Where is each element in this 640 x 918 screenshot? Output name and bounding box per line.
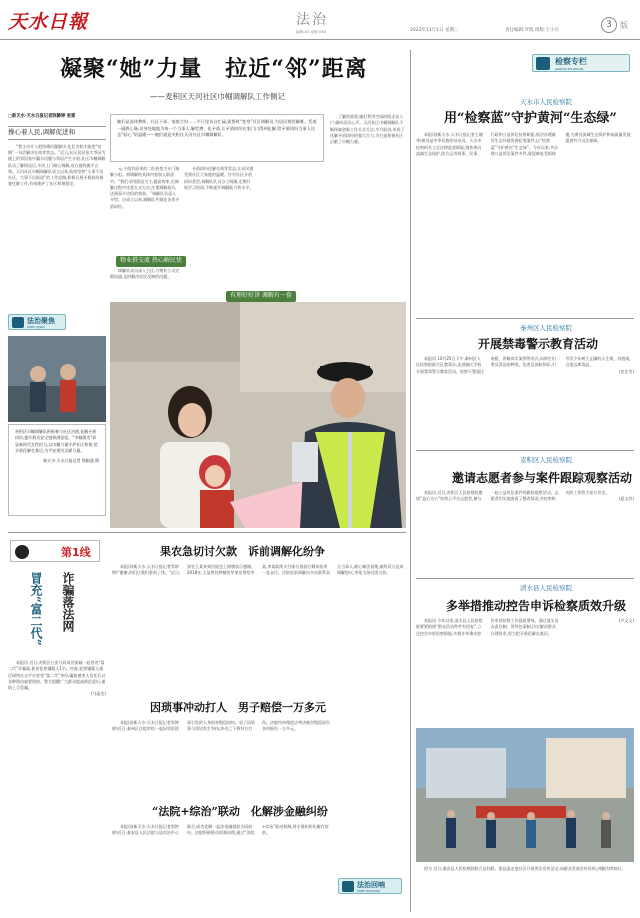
r4-paragraph: 本报讯 今年以来,清水县人民检察院紧紧围绕“群众信访件件有回复”,立足控告申诉检察职能,多措并举推动控告申诉检察工作提质增效。通过落实首办责任制、领导包案制,切实解决群众合理诉求,努力把矛盾化解在基层。 xyxy=(416,618,559,636)
horizontal-divider xyxy=(8,532,406,533)
subtitle-banner-2: 有理好好讲 调解有一套 xyxy=(226,291,296,302)
column-3-paragraph: 矛盾纠纷化解在萌芽状态,让居民感受到社区大家庭的温暖。针对社区矛盾纠纷类型,调解队队员分工明确,定期开展学习培训,不断提升调解能力和水平。 xyxy=(184,166,254,190)
subtitle-banner-1: 物业搭交流 热心解民忧 xyxy=(116,256,186,267)
fazhi-huixiang-label: 法治回响 xyxy=(357,881,385,889)
scales-icon xyxy=(536,57,550,70)
story2-text xyxy=(112,720,406,798)
fraud-story-paragraph: 本报讯 近日,麦积区公安分局成功侦破一起冒充“富二代”诈骗案,抓获犯罪嫌疑人1名。经查,犯罪嫌疑人通过网络社交平台冒充“富二代”身份,骗取被害人信任后以各种理由索要钱财。警方提醒广大群众提高防范意识,谨防上当受骗。 xyxy=(8,660,106,691)
story1-paragraph: 本报讯(新天水·天水日报记者窦婷婷)“谢谢,你们让我们拿到了钱。”近日,果农王某来到法院送上锦旗表示感谢。2018年,王某将其种植的苹果出售给李某,李某陆续支付部分货款后剩余款项一直未付。法院诉前调解员多次联系双方当事人,耐心释法说理,最终双方达成调解协议,李某当场付清欠款。 xyxy=(112,564,404,576)
r3-paragraph: 本报讯 近日,麦积区人民检察院邀请“益心为公”检察云平台志愿者,参与一起公益诉讼案件的跟踪观察活动。志愿者们实地查看了整改情况,对检察机关的工作给予充分肯定。 xyxy=(416,490,610,502)
fazhi-huixiang-pinyin: FAZHI HUIXIANG xyxy=(357,889,380,893)
r-divider-1 xyxy=(416,318,634,319)
r1-text xyxy=(416,132,634,312)
photo-caption-text: 图为 近日,秦安县人民检察院联合县妇联、团县委走进社区开展普法宣传活动,向群众发放宣传资料,讲解法律知识。 xyxy=(424,866,626,871)
section-title: 法治 xyxy=(296,12,328,28)
story2-paragraph: 本报讯(新天水·天水日报记者窦婷婷)近日,秦州区法院审结一起因邻里琐事引发的人身损害赔偿纠纷。男子因琐事与邻居发生争执,冲动之下将对方打伤。法院经审理依法判决被告赔偿原告各项损失一万多元。 xyxy=(112,720,330,732)
intro-box xyxy=(110,114,324,162)
jiancha-label: 检察专栏 xyxy=(555,57,587,66)
jiancha-pinyin: JIANCHA ZHUANLAN xyxy=(555,67,584,71)
fazhi-jujiao-pinyin: FAZHI JUJIAO xyxy=(27,325,45,329)
story3-title: “法院+综治”联动 化解涉金融纠纷 xyxy=(152,805,328,818)
r3-title: 邀请志愿者参与案件跟踪观察活动 xyxy=(452,471,633,485)
story-byline: □新天水·天水日报记者陈静婷 张雷 xyxy=(8,114,76,119)
r4-title: 多举措推动控告申诉检察质效升级 xyxy=(446,599,627,613)
column-2-text xyxy=(110,166,180,252)
left-column-text xyxy=(8,144,106,304)
r-divider-3 xyxy=(416,578,634,579)
main-headline: 凝聚“她”力量 拉近“邻”距离 xyxy=(60,56,368,82)
fazhi-huixiang-logo xyxy=(338,878,402,894)
fazhi-jujiao-logo xyxy=(8,314,66,330)
fraud-story-byline: (马晶龙) xyxy=(90,691,106,697)
r4-agency: 清水县人民检察院 xyxy=(520,584,572,592)
story3-text xyxy=(112,824,406,912)
section-divider xyxy=(410,50,411,912)
masthead xyxy=(0,0,640,40)
story1-text xyxy=(112,564,406,676)
diyixian-panel xyxy=(10,540,100,562)
r4-byline: (卢文文) xyxy=(618,618,634,623)
mediation-photo xyxy=(110,302,406,528)
page-edition: 版 xyxy=(620,21,628,30)
section-subtitle-1: 操心着人民,调解促进和 xyxy=(8,126,106,139)
r3-byline: (夏文苏) xyxy=(618,496,634,502)
r1-agency: 天水市人民检察院 xyxy=(520,98,572,106)
r4-text xyxy=(416,618,634,722)
jiancha-logo xyxy=(532,54,630,72)
procuratorate-photo xyxy=(416,728,634,862)
newspaper-logo: 天水日報 xyxy=(8,11,89,33)
main-subheadline: ——麦积区天河社区巾帼调解队工作侧记 xyxy=(150,92,285,101)
column-4-text xyxy=(330,114,406,302)
r-divider-2 xyxy=(416,450,634,451)
intro-text: 她们是退休教师、社区干部、家庭主妇……平日里各自忙碌,需要时“变身”社区调解员,为居民排忧解难。凭着一副热心肠,设身处地地为每一个当事人,解疙瘩、化矛盾,让矛盾纠纷在家门口得到化解,给矛盾纠纷当事人送去“贴心”的温暖——她们就是麦积区天河社区巾帼调解队。 xyxy=(117,119,317,137)
r2-byline: (史艺芙) xyxy=(618,368,634,374)
r2-paragraph: 本报讯 10月25日下午,秦州区人民检察院联合区禁毒办,走进辖区学校开展禁毒警示教育活动。检察干警通过展板、讲解真实案例等形式,向师生们普及毒品的种类、危害及预防知识,引导青少年树立正确的人生观、价值观,自觉远离毒品。 xyxy=(416,356,631,374)
page-number: 3 xyxy=(601,17,617,33)
panel-icon xyxy=(15,545,29,559)
editor-credit: 责任编辑:罗瑞 组版:王小兵 xyxy=(505,28,559,33)
r3-text xyxy=(416,490,634,574)
left-photo xyxy=(8,336,106,422)
left-column xyxy=(8,114,106,304)
column-4-paragraph: 了解的需要,她们利用空闲时间走访入户,倾听居民心声。天河社区巾帼调解队不断探索创新工作方式方法,多方联动,形成了化解矛盾纠纷的强大合力,为打造和谐社区贡献了巾帼力量。 xyxy=(330,114,405,145)
speaker-icon xyxy=(342,881,354,892)
r1-paragraph: 本报讯(新天水·天水日报记者王晓华)黄河是中华民族的母亲河。天水市检察机关立足法律监督职能,聚焦黄河流域生态保护,综合运用刑事、民事、行政和公益诉讼检察职能,依法办理破坏生态环境资源犯罪案件,以“检察蓝”守护黄河“生态绿”。今年以来,共办理公益诉讼案件多件,督促修复受损林地,为黄河流域生态保护和高质量发展提供有力司法保障。 xyxy=(416,132,631,156)
fazhi-jujiao-byline: 新天水·天水日报记者 徐颖通 摄 xyxy=(43,458,99,464)
story2-title: 因琐事冲动打人 男子赔偿一万多元 xyxy=(150,701,326,714)
fazhi-jujiao-text: 麦积区巾帼调解队积极参与社区治理,化解矛盾纠纷,提升群众安全感和满意度。“巾帼建功”彰显新时代女性担当,以巾帼力量守护社区和谐,把矛盾化解在基层,为平安建设贡献力量。 xyxy=(15,429,98,453)
r1-title: 用“检察蓝”守护黄河“生态绿” xyxy=(444,111,617,126)
story3-paragraph: 本报讯(新天水·天水日报记者窦婷婷)近日,秦安县人民法院与县综治中心联合,成功化解一起涉金融借款合同纠纷。法院积极推动诉源治理,通过“法院+综治”联动机制,将矛盾纠纷化解在诉前。 xyxy=(112,824,329,836)
column-2-lower-paragraph: 调解队成员深入小区,与物业公司定期沟通,及时解决居民反映的问题。 xyxy=(110,268,180,280)
r3-agency: 麦积区人民检察院 xyxy=(520,456,572,464)
section-subtitle: 编辑:XX 组版:XXX xyxy=(296,30,327,34)
fraud-story-text xyxy=(8,660,106,904)
issue-date: 2023年11月1日 星期三 xyxy=(410,28,459,33)
column-3-text xyxy=(184,166,254,286)
r2-title: 开展禁毒警示教育活动 xyxy=(478,337,599,351)
column-2-paragraph: 元,小组有原来的二队转变为专门调解小组。将调解的具体内容加入职责中。“我们采用面谈为主,提高效率,在调解过程中注重方式方法,注重调解技巧,达到事半功倍的效果。”调解队负责人介绍。自成立以来,调解队共调处各类矛盾纠纷。 xyxy=(110,166,180,209)
r2-agency: 秦州区人民检察院 xyxy=(520,324,572,332)
story1-title: 果农急切讨欠款 诉前调解化纷争 xyxy=(160,545,325,558)
vertical-title-2: 诈骗落法网 xyxy=(61,572,75,632)
left-column-paragraph: “我主动介入把结婚问题解决,化危为机才能把“结婚”一句话解决在萌芽状态。”近日,社区居民张大爷因为楼上的邻居家中漏水问题与邻居产生矛盾,社区巾帼调解队员了解情况后,多次上门耐心调解,双方最终握手言和。天河社区巾帼调解队成立以来,始终坚持“小事不出社区、大事不出街道”的工作思路,积极开展矛盾纠纷排查化解工作,有效维护了社区和谐稳定。 xyxy=(8,143,106,187)
vertical-title-1: 冒充“富二代” xyxy=(29,572,43,646)
fazhi-jujiao-label: 法治聚焦 xyxy=(27,317,55,325)
photo-caption xyxy=(416,866,634,912)
r2-text xyxy=(416,356,634,442)
diyixian-label: 第1线 xyxy=(61,546,91,559)
fazhi-jujiao-box xyxy=(8,424,106,516)
camera-icon xyxy=(12,317,24,328)
